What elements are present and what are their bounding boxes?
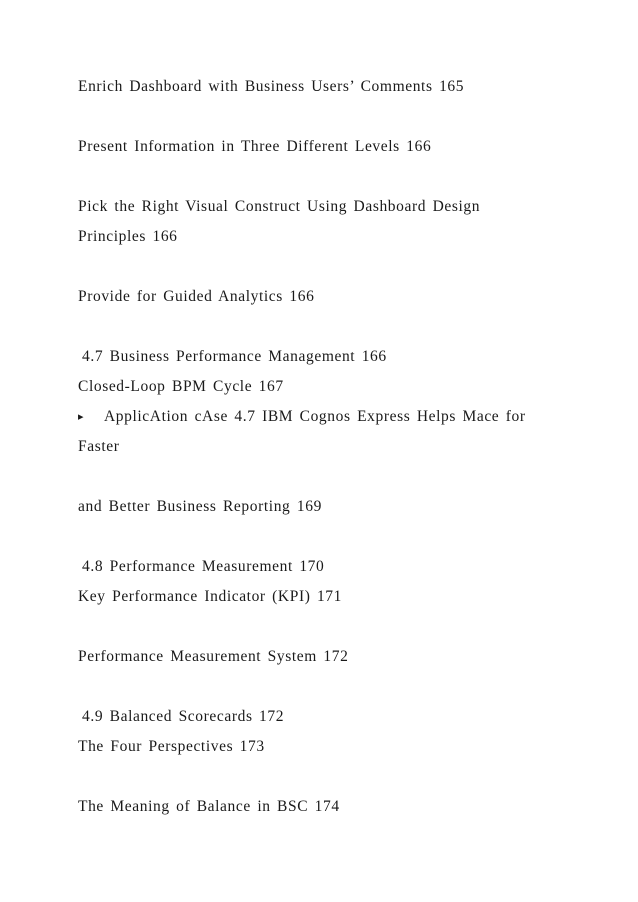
toc-entry: Present Information in Three Different Levels 166 — [78, 138, 432, 155]
toc-entry: The Four Perspectives 173 — [78, 738, 265, 755]
toc-entry: Faster — [78, 438, 120, 455]
toc-section-heading: 4.7 Business Performance Management 166 — [82, 348, 387, 365]
toc-entry: Performance Measurement System 172 — [78, 648, 349, 665]
toc-entry: Principles 166 — [78, 228, 178, 245]
bullet-triangle-icon: ▸ — [78, 411, 85, 423]
toc-entry: The Meaning of Balance in BSC 174 — [78, 798, 340, 815]
toc-section-heading: 4.9 Balanced Scorecards 172 — [82, 708, 285, 725]
toc-entry-text: ApplicAtion cAse 4.7 IBM Cognos Express Helps Mace for — [104, 408, 526, 425]
toc-entry: Provide for Guided Analytics 166 — [78, 288, 315, 305]
toc-section-heading: 4.8 Performance Measurement 170 — [82, 558, 325, 575]
toc-entry: and Better Business Reporting 169 — [78, 498, 322, 515]
toc-entry: Key Performance Indicator (KPI) 171 — [78, 588, 342, 605]
toc-entry: Enrich Dashboard with Business Users’ Comments 165 — [78, 78, 465, 95]
toc-entry: Closed-Loop BPM Cycle 167 — [78, 378, 284, 395]
toc-application-case — [78, 407, 578, 427]
toc-entry: Pick the Right Visual Construct Using Dashboard Design — [78, 198, 481, 215]
